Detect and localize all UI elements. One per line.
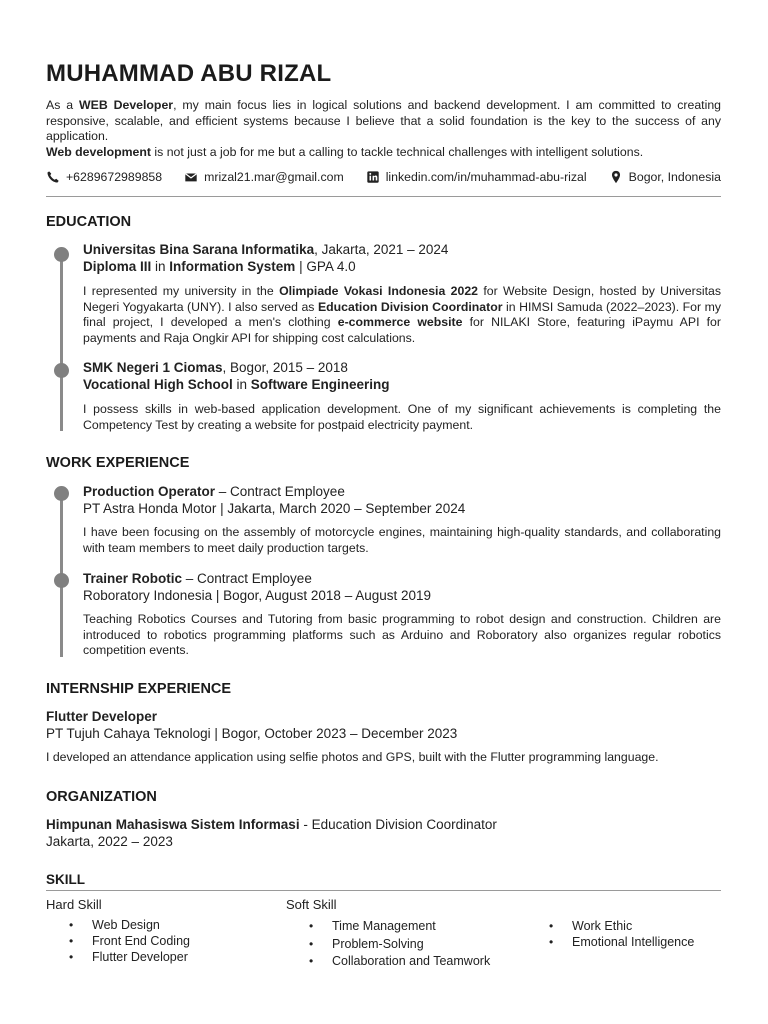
- candidate-name: MUHAMMAD ABU RIZAL: [46, 60, 332, 87]
- section-title-work-experience: WORK EXPERIENCE: [46, 455, 190, 471]
- internship-entry: [46, 708, 721, 742]
- internship-description: I developed an attendance application using selfie photos and GPS, built with the Flutter programming language.: [46, 750, 659, 764]
- section-title-education: EDUCATION: [46, 214, 132, 230]
- major: Information System: [169, 259, 296, 274]
- job-role: Trainer Robotic: [83, 571, 183, 586]
- contact-phone[interactable]: +6289672989858: [46, 169, 162, 185]
- list-item: • Collaboration and Teamwork: [286, 953, 490, 971]
- work-entry-2: Trainer Robotic – Contract Employee Roboratory Indonesia | Bogor, August 2018 – August 2019: [83, 570, 721, 604]
- soft-skill-list-2: [526, 918, 694, 950]
- summary-paragraph-2: Web development is not just a job for me but a calling to tackle technical challenges with intelligent solutions.: [46, 144, 644, 159]
- internship-company: PT Tujuh Cahaya Teknologi | Bogor, October 2023 – December 2023: [46, 726, 458, 741]
- section-title-skill: SKILL: [46, 872, 85, 887]
- work-description-1: I have been focusing on the assembly of motorcycle engines, maintaining high-quality standards, and collaborating with team members to meet daily production targets.: [83, 525, 721, 555]
- list-item: • Time Management: [286, 918, 490, 936]
- list-item: • Flutter Developer: [46, 949, 190, 965]
- education-timeline-dot: [54, 363, 69, 378]
- education-description-1: I represented my university in the Olimpiade Vokasi Indonesia 2022 for Website Design, hosted by Universitas Negeri Yogyakarta (UNY). I also served as Education Division Coordinator in HIMSI Samuda (2022–2023). For my final project, I developed a men's clothing e-commerce website for NILAKI Store, featuring iPaymu API for payments and Raja Ongkir API for shipping cost calculations.: [83, 284, 722, 345]
- degree: Vocational High School: [83, 377, 233, 392]
- header-divider: [46, 196, 721, 197]
- contact-email[interactable]: mrizal21.mar@gmail.com: [184, 169, 344, 185]
- work-entry-1: Production Operator – Contract Employee PT Astra Honda Motor | Jakarta, March 2020 – September 2024: [83, 483, 721, 517]
- list-item: • Emotional Intelligence: [526, 934, 694, 950]
- list-item: • Work Ethic: [526, 918, 694, 934]
- job-company: Roboratory Indonesia | Bogor, August 2018 – August 2019: [83, 588, 432, 603]
- work-description-2: Teaching Robotics Courses and Tutoring from basic programming to robot design and construction. Children are introduced to robotics programming platforms such as Arduino and Roboratory also organizes regular robotics competition events.: [83, 612, 721, 657]
- list-item: • Web Design: [46, 917, 190, 933]
- job-company: PT Astra Honda Motor | Jakarta, March 2020 – September 2024: [83, 501, 466, 516]
- section-title-internship: INTERNSHIP EXPERIENCE: [46, 681, 232, 697]
- degree: Diploma III: [83, 259, 152, 274]
- education-entry-1: Universitas Bina Sarana Informatika, Jakarta, 2021 – 2024 Diploma III in Information System | GPA 4.0: [83, 242, 449, 274]
- contact-location: Bogor, Indonesia: [609, 169, 721, 185]
- soft-skill-list-1: [286, 918, 490, 971]
- linkedin-icon: [366, 170, 380, 184]
- hard-skill-heading: Hard Skill: [46, 897, 102, 912]
- job-role: Production Operator: [83, 484, 216, 499]
- location-pin-icon: [609, 170, 623, 184]
- education-timeline-dot: [54, 247, 69, 262]
- phone-icon: [46, 170, 60, 184]
- mail-icon: [184, 170, 198, 184]
- contact-bar: [46, 169, 721, 185]
- organization-entry: Himpunan Mahasiswa Sistem Informasi - Education Division Coordinator Jakarta, 2022 – 2023: [46, 816, 721, 850]
- profile-summary: [46, 98, 721, 160]
- contact-linkedin[interactable]: linkedin.com/in/muhammad-abu-rizal: [366, 169, 587, 185]
- hard-skill-list: [46, 917, 190, 965]
- work-timeline-dot: [54, 486, 69, 501]
- summary-paragraph-1: As a WEB Developer, my main focus lies in logical solutions and backend development. I am committed to creating responsive, scalable, and efficient systems because I believe that a solid foundation is the key to the success of any application.: [46, 98, 721, 143]
- organization-period: Jakarta, 2022 – 2023: [46, 834, 173, 849]
- section-title-organization: ORGANIZATION: [46, 789, 157, 805]
- school-name: Universitas Bina Sarana Informatika: [83, 242, 315, 257]
- internship-role: Flutter Developer: [46, 709, 158, 724]
- major: Software Engineering: [250, 377, 390, 392]
- organization-name: Himpunan Mahasiswa Sistem Informasi: [46, 817, 300, 832]
- education-description-2: I possess skills in web-based application development. One of my significant achievements is completing the Competency Test by creating a website for postpaid electricity payment.: [83, 402, 721, 432]
- education-timeline-line: [60, 253, 63, 431]
- list-item: • Front End Coding: [46, 933, 190, 949]
- education-entry-2: SMK Negeri 1 Ciomas, Bogor, 2015 – 2018 Vocational High School in Software Engineering: [83, 360, 390, 392]
- list-item: • Problem-Solving: [286, 936, 490, 954]
- skill-divider: [46, 890, 721, 891]
- soft-skill-heading: Soft Skill: [286, 897, 337, 912]
- school-name: SMK Negeri 1 Ciomas: [83, 360, 223, 375]
- work-timeline-dot: [54, 573, 69, 588]
